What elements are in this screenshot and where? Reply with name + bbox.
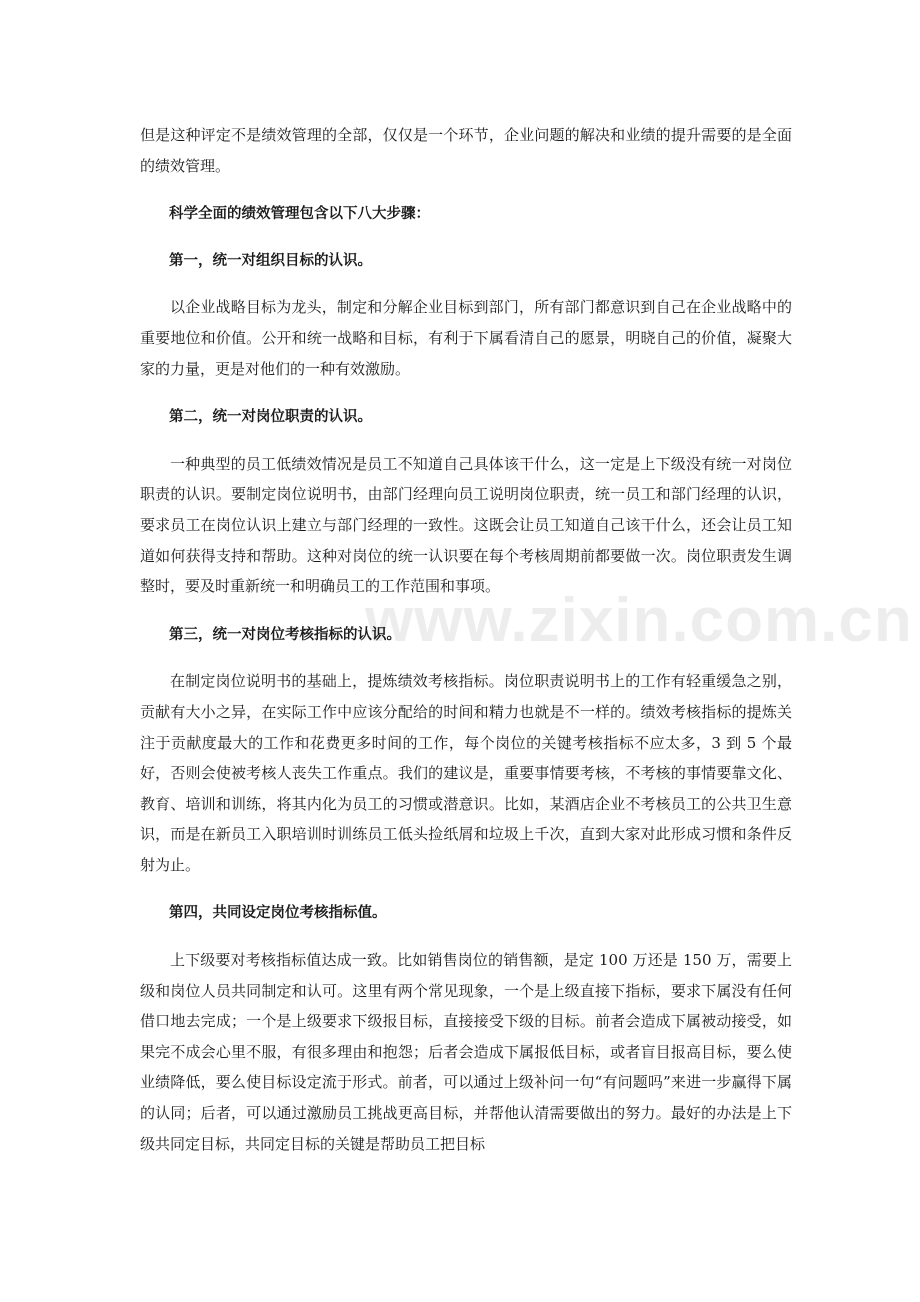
- section-3-heading: 第三，统一对岗位考核指标的认识。: [169, 626, 401, 643]
- lead-heading: 科学全面的绩效管理包含以下八大步骤：: [169, 206, 430, 223]
- watermark: www.zixin.com.cn: [365, 586, 913, 655]
- section-3-body: 在制定岗位说明书的基础上，提炼绩效考核指标。岗位职责说明书上的工作有轻重缓急之别，贡献有大小之异，在实际工作中应该分配给的时间和精力也就是不一样的。绩效考核指标的提炼关注于贡献度最大的工作和花费更多时间的工作，每个岗位的关键考核指标不应太多，3 到 5 个最好，否则会使被考核人丧失工作重点。我们的建议是，重要事情要考核，不考核的事情要靠文化、教育、培训和训练，将其内化为员工的习惯或潜意识。比如，某酒店企业不考核员工的公共卫生意识，而是在新员工入职培训时训练员工低头捡纸屑和垃圾上千次，直到大家对此形成习惯和条件反射为止。: [140, 672, 792, 874]
- section-4-body: 上下级要对考核指标值达成一致。比如销售岗位的销售额，是定 100 万还是 150 万，需要上级和岗位人员共同制定和认可。这里有两个常见现象，一个是上级直接下指标，要求下属没有任何借口地去完成；一个是上级要求下级报目标，直接接受下级的目标。前者会造成下属被动接受，如果完不成会心里不服，有很多理由和抱怨；后者会造成下属报低目标，或者盲目报高目标，要么使业绩降低，要么使目标设定流于形式。前者，可以通过上级补问一句“有问题吗”来进一步赢得下属的认同；后者，可以通过激励员工挑战更高目标，并帮他认清需要做出的努力。最好的办法是上下级共同定目标，共同定目标的关键是帮助员工把目标: [140, 951, 792, 1153]
- document-body: [140, 120, 792, 1159]
- section-2-body: 一种典型的员工低绩效情况是员工不知道自己具体该干什么，这一定是上下级没有统一对岗位职责的认识。要制定岗位说明书，由部门经理向员工说明岗位职责，统一员工和部门经理的认识，要求员工在岗位认识上建立与部门经理的一致性。这既会让员工知道自己该干什么，还会让员工知道如何获得支持和帮助。这种对岗位的统一认识要在每个考核周期前都要做一次。岗位职责发生调整时，要及时重新统一和明确员工的工作范围和事项。: [140, 454, 792, 596]
- section-1-body: 以企业战略目标为龙头，制定和分解企业目标到部门，所有部门都意识到自己在企业战略中的重要地位和价值。公开和统一战略和目标，有利于下属看清自己的愿景，明晓自己的价值，凝聚大家的力量，更是对他们的一种有效激励。: [140, 298, 792, 378]
- intro-paragraph: 但是这种评定不是绩效管理的全部，仅仅是一个环节，企业问题的解决和业绩的提升需要的是全面的绩效管理。: [140, 126, 792, 175]
- section-4-heading: 第四，共同设定岗位考核指标值。: [169, 905, 387, 922]
- section-2-heading: 第二，统一对岗位职责的认识。: [169, 409, 372, 426]
- section-1-heading: 第一，统一对组织目标的认识。: [169, 252, 372, 269]
